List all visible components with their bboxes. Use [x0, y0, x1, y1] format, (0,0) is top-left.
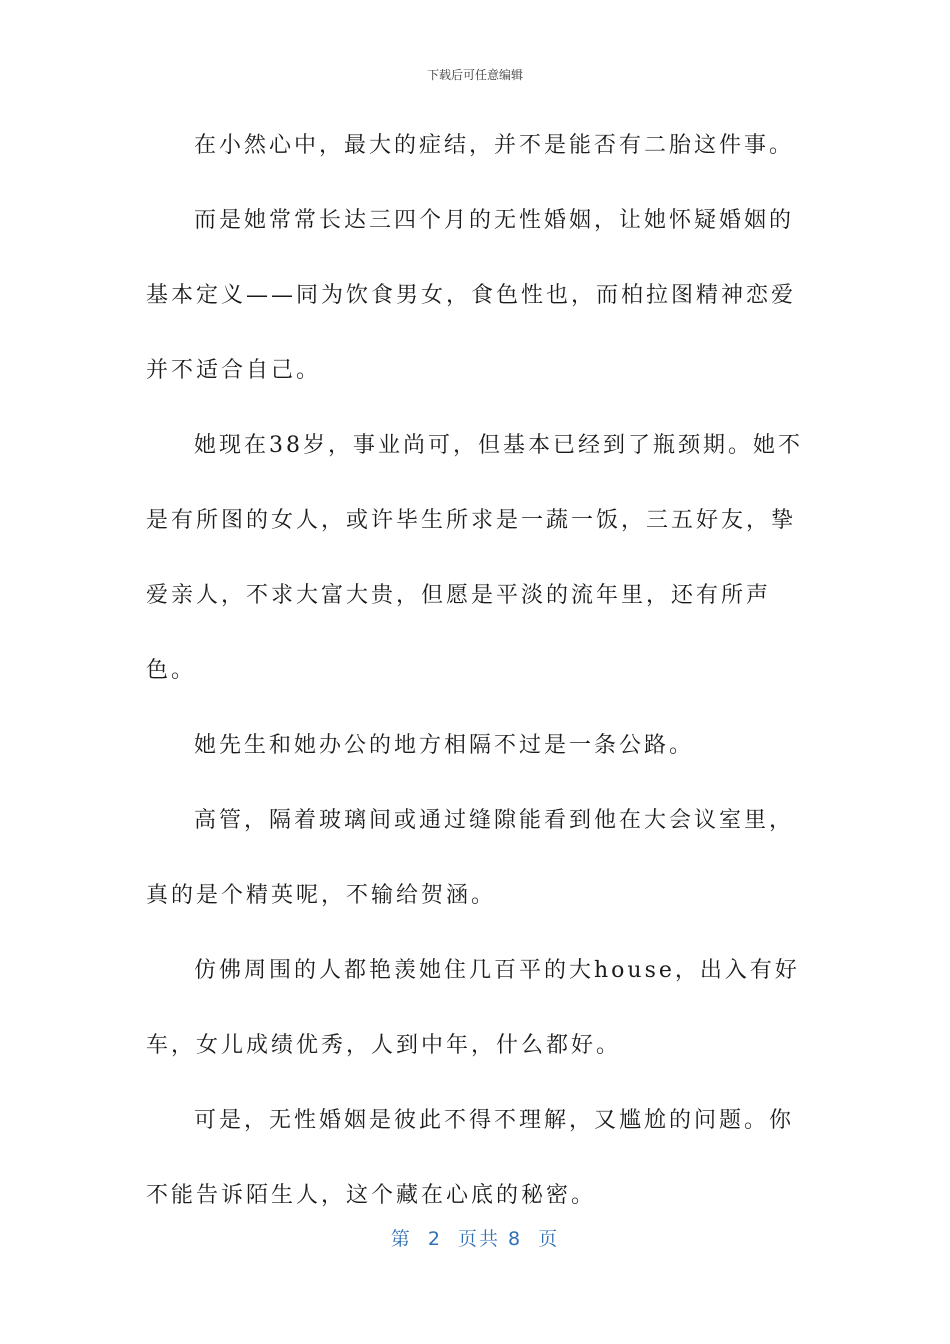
paragraph: 她先生和她办公的地方相隔不过是一条公路。	[194, 733, 695, 758]
paragraph: 仿佛周围的人都艳羡她住几百平的大house，出入有好车，女儿成绩优秀，人到中年，什么都好。	[146, 958, 800, 1058]
paragraph: 高管，隔着玻璃间或通过缝隙能看到他在大会议室里，真的是个精英呢，不输给贺涵。	[146, 808, 795, 908]
page-number-footer: 第 2 页共 8 页	[390, 1228, 560, 1250]
paragraph: 而是她常常长达三四个月的无性婚姻，让她怀疑婚姻的基本定义——同为饮食男女，食色性也，而柏拉图精神恋爱并不适合自己。	[146, 208, 797, 383]
paragraph: 可是，无性婚姻是彼此不得不理解，又尴尬的问题。你不能告诉陌生人，这个藏在心底的秘密。	[146, 1108, 795, 1208]
paragraph: 在小然心中，最大的症结，并不是能否有二胎这件事。	[194, 133, 795, 158]
paragraph: 她现在38岁，事业尚可，但基本已经到了瓶颈期。她不是有所图的女人，或许毕生所求是一蔬一饭，三五好友，挚爱亲人，不求大富大贵，但愿是平淡的流年里，还有所声色。	[146, 433, 803, 683]
page-header: 下载后可任意编辑	[426, 68, 523, 82]
document-body	[146, 108, 806, 1233]
